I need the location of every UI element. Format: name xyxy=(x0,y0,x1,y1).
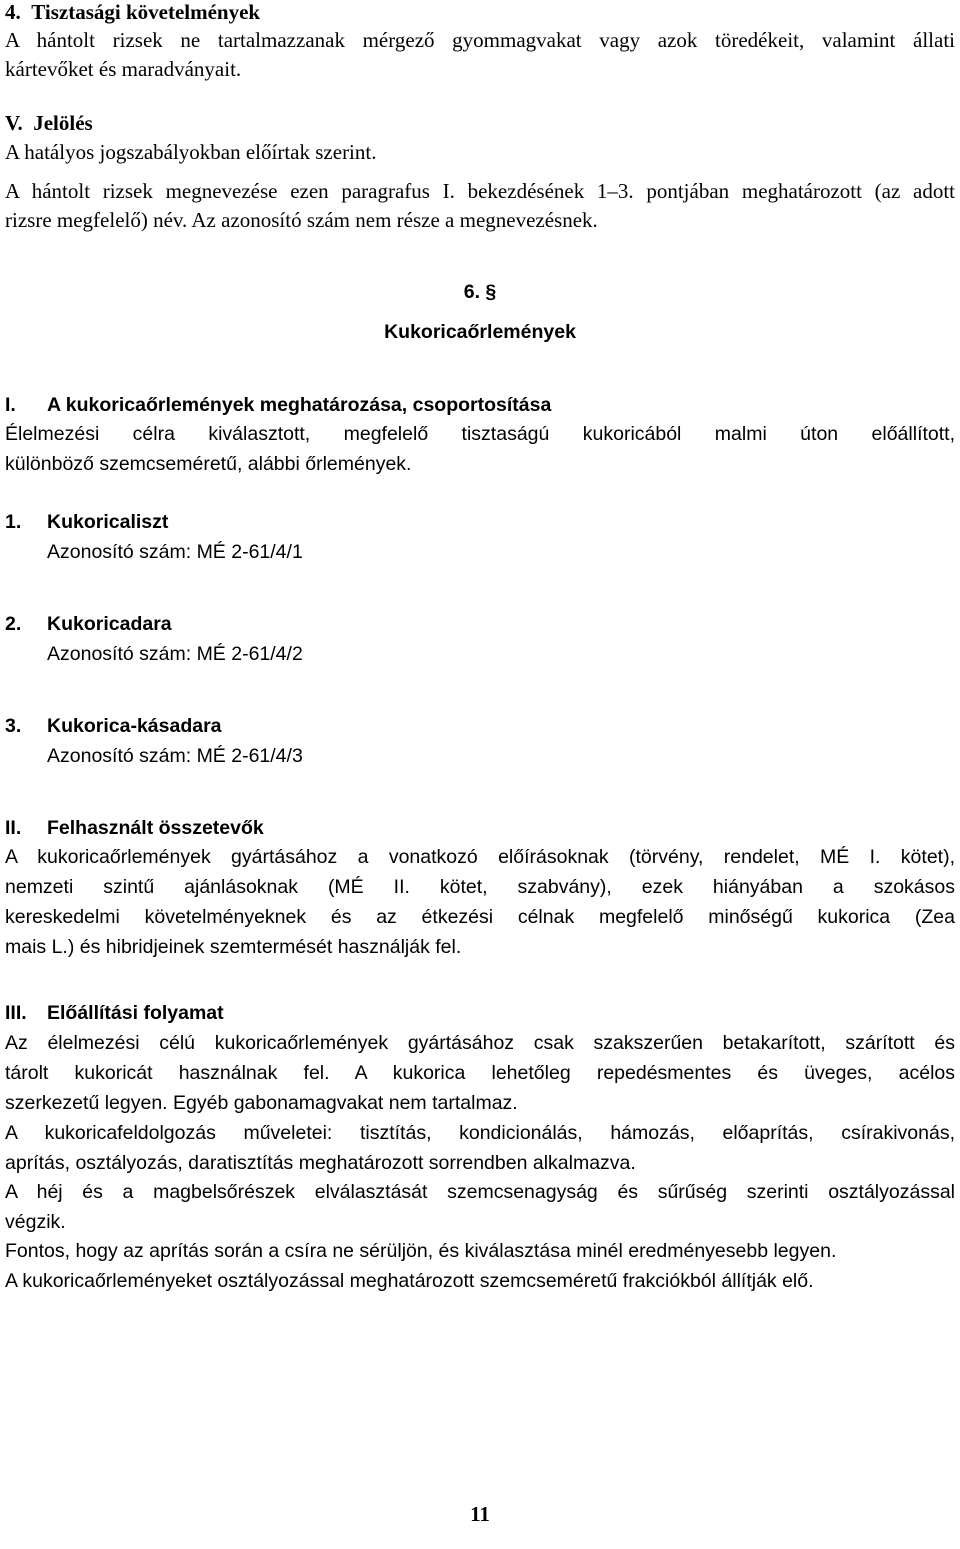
body-line: kereskedelmi követelményeknek és az étkezési célnak megfelelő minőségű kukorica (Zea xyxy=(5,906,955,928)
body-line: szerkezetű legyen. Egyéb gabonamagvakat nem tartalmaz. xyxy=(5,1092,518,1114)
body-line: A hántolt rizsek megnevezése ezen paragrafus I. bekezdésének 1–3. pontjában meghatározott (az adott xyxy=(5,179,955,203)
body-line: A kukoricaőrlemények gyártásához a vonatkozó előírásoknak (törvény, rendelet, MÉ I. kötet), xyxy=(5,846,955,868)
item-3-id: Azonosító szám: MÉ 2-61/4/3 xyxy=(47,745,303,767)
paragraph-number-text: 6. xyxy=(463,281,480,303)
item-name: Kukoricaliszt xyxy=(47,511,169,533)
body-line: különböző szemcseméretű, alábbi őrlemények. xyxy=(5,453,412,475)
body-line: végzik. xyxy=(5,1211,66,1233)
item-number: 2. xyxy=(5,613,22,635)
body-line: A héj és a magbelsőrészek elválasztását szemcsenagyság és sűrűség szerinti osztályozással xyxy=(5,1181,955,1203)
section-iii-title: Előállítási folyamat xyxy=(47,1002,224,1024)
section-i-heading xyxy=(5,391,955,419)
section-iii-heading xyxy=(5,999,955,1027)
item-number: 3. xyxy=(5,715,22,737)
item-name: Kukorica-kásadara xyxy=(47,715,222,737)
body-line: nemzeti szintű ajánlásoknak (MÉ II. kötet, szabvány), ezek hiányában a szokásos xyxy=(5,876,955,898)
section-symbol: § xyxy=(485,281,497,303)
page-number: 11 xyxy=(470,1502,490,1526)
paragraph-number xyxy=(0,278,960,306)
body-line: Az élelmezési célú kukoricaőrlemények gyártásához csak szakszerűen betakarított, szárított és xyxy=(5,1032,955,1054)
item-number: 1. xyxy=(5,511,22,533)
section-i-number: I. xyxy=(5,394,16,416)
item-2-id: Azonosító szám: MÉ 2-61/4/2 xyxy=(47,643,303,665)
body-line: A hatályos jogszabályokban előírtak szerint. xyxy=(5,140,377,164)
section-iii-number: III. xyxy=(5,1002,27,1024)
item-name: Kukoricadara xyxy=(47,613,172,635)
section-ii-title: Felhasznált összetevők xyxy=(47,817,264,839)
body-line: Fontos, hogy az aprítás során a csíra ne sérüljön, és kiválasztása minél eredményesebb legyen. xyxy=(5,1240,837,1262)
body-line: tárolt kukoricát használnak fel. A kukorica lehetőleg repedésmentes és üveges, acélos xyxy=(5,1062,955,1084)
body-line: aprítás, osztályozás, daratisztítás meghatározott sorrendben alkalmazva. xyxy=(5,1152,636,1174)
body-line: A hántolt rizsek ne tartalmazzanak mérgező gyommagvakat vagy azok töredékeit, valamint állati xyxy=(5,28,955,52)
item-2-heading xyxy=(5,610,955,638)
body-line: A kukoricaőrleményeket osztályozással meghatározott szemcseméretű frakciókból állítják elő. xyxy=(5,1270,814,1292)
section-ii-heading xyxy=(5,814,955,842)
section-v-heading: V. Jelölés xyxy=(5,111,93,135)
item-1-id: Azonosító szám: MÉ 2-61/4/1 xyxy=(47,541,303,563)
body-line: A kukoricafeldolgozás műveletei: tisztítás, kondicionálás, hámozás, előaprítás, csírakivonás, xyxy=(5,1122,955,1144)
section-4-heading: 4. Tisztasági követelmények xyxy=(5,0,261,24)
paragraph-title: Kukoricaőrlemények xyxy=(384,321,576,343)
body-line: rizsre megfelelő) név. Az azonosító szám nem része a megnevezésnek. xyxy=(5,208,598,232)
body-line: kártevőket és maradványait. xyxy=(5,57,242,81)
body-line: mais L.) és hibridjeinek szemtermését használják fel. xyxy=(5,936,462,958)
body-line: Élelmezési célra kiválasztott, megfelelő tisztaságú kukoricából malmi úton előállított, xyxy=(5,423,955,445)
section-i-title: A kukoricaőrlemények meghatározása, csoportosítása xyxy=(47,394,552,416)
item-1-heading xyxy=(5,508,955,536)
item-3-heading xyxy=(5,712,955,740)
section-ii-number: II. xyxy=(5,817,22,839)
